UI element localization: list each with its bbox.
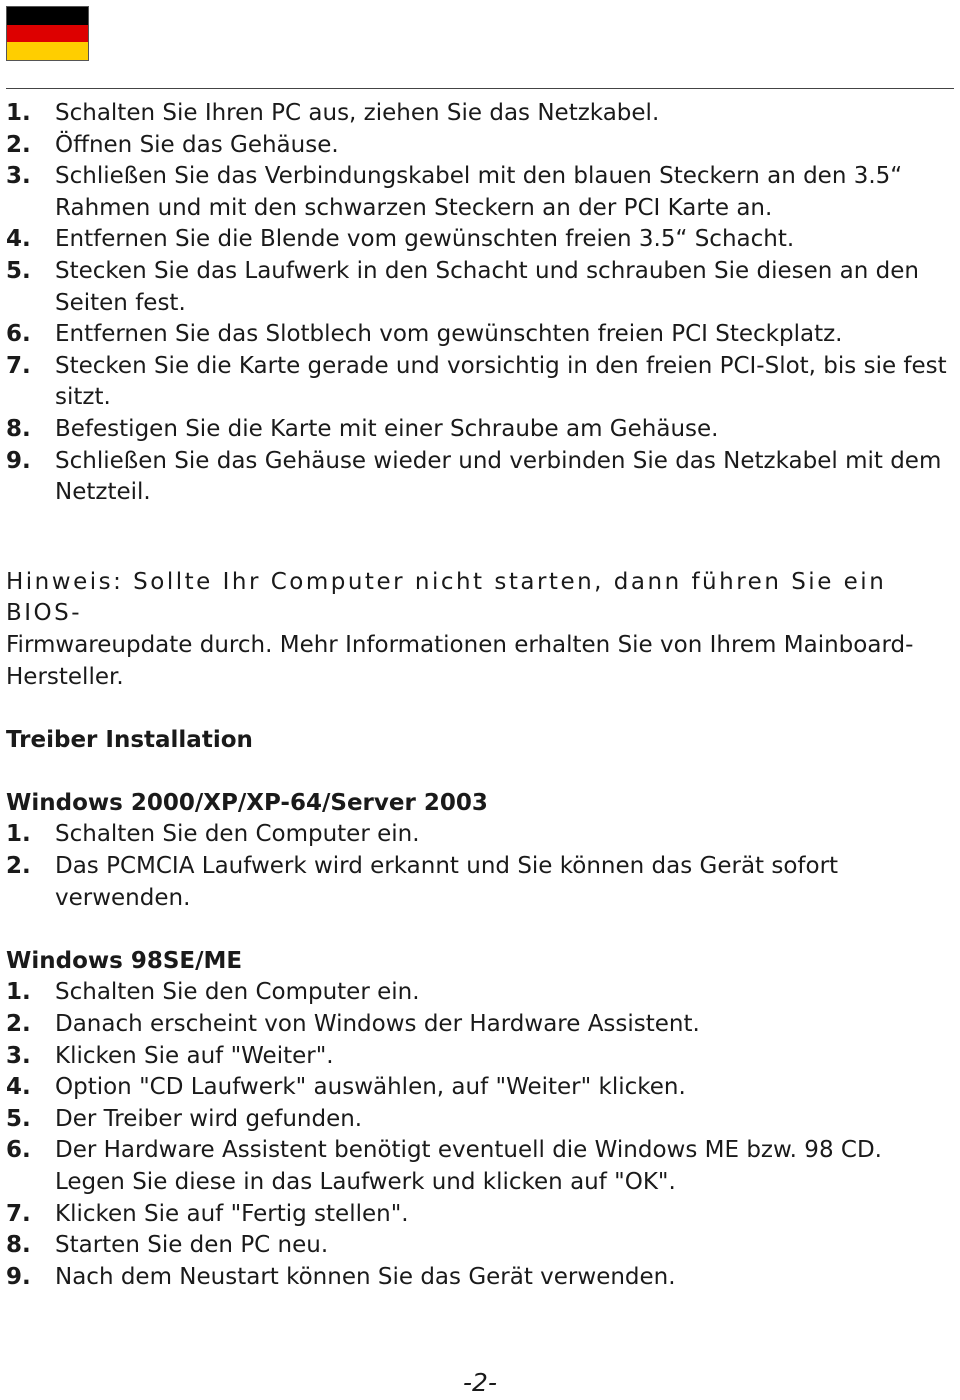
flag-stripe-black [7, 7, 88, 25]
flag-stripe-gold [7, 42, 88, 60]
windows-98-steps-list [6, 977, 954, 1293]
page-number: -2- [463, 1368, 497, 1397]
list-item: 6. Entfernen Sie das Slotblech vom gewünschten freien PCI Steckplatz. [6, 321, 843, 348]
flag-stripe-red [7, 25, 88, 43]
list-item: 7. Klicken Sie auf "Fertig stellen". [6, 1200, 409, 1227]
document-body [6, 98, 954, 1293]
header-divider [6, 88, 954, 89]
hint-note [6, 567, 954, 693]
list-item: 3. Klicken Sie auf "Weiter". [6, 1042, 334, 1069]
list-item: 5. Der Treiber wird gefunden. [6, 1105, 363, 1132]
list-item: 8. Starten Sie den PC neu. [6, 1232, 329, 1259]
german-flag-icon [6, 6, 89, 61]
list-item: 4. Option "CD Laufwerk" auswählen, auf "Weiter" klicken. [6, 1074, 686, 1101]
list-item: 1. Schalten Sie Ihren PC aus, ziehen Sie das Netzkabel. [6, 100, 660, 126]
list-item: 5. Stecken Sie das Laufwerk in den Schacht und schrauben Sie diesen an den Seiten fest. [6, 257, 919, 316]
list-item: 9. Schließen Sie das Gehäuse wieder und verbinden Sie das Netzkabel mit dem Netzteil. [6, 447, 942, 506]
list-item: 3. Schließen Sie das Verbindungskabel mit den blauen Steckern an den 3.5“ Rahmen und mit den schwarzen Steckern an der PCI Karte an. [6, 163, 903, 221]
windows-2000-heading: Windows 2000/XP/XP-64/Server 2003 [6, 789, 488, 816]
list-item: 1. Schalten Sie den Computer ein. [6, 979, 420, 1006]
windows-2000-steps-list [6, 819, 954, 914]
list-item: 2. Danach erscheint von Windows der Hardware Assistent. [6, 1011, 700, 1038]
windows-98-heading: Windows 98SE/ME [6, 947, 243, 974]
driver-installation-heading: Treiber Installation [6, 726, 253, 753]
list-item: 8. Befestigen Sie die Karte mit einer Schraube am Gehäuse. [6, 415, 719, 442]
list-item: 9. Nach dem Neustart können Sie das Gerät verwenden. [6, 1263, 676, 1290]
list-item: 7. Stecken Sie die Karte gerade und vorsichtig in den freien PCI-Slot, bis sie fest sitzt. [6, 352, 947, 411]
hardware-steps-list [6, 98, 954, 509]
list-item: 6. Der Hardware Assistent benötigt eventuell die Windows ME bzw. 98 CD. Legen Sie diese in das Laufwerk und klicken auf "OK". [6, 1137, 882, 1195]
list-item: 1. Schalten Sie den Computer ein. [6, 821, 420, 848]
hint-text: Firmwareupdate durch. Mehr Informationen erhalten Sie von Ihrem Mainboard-Hersteller. [6, 631, 914, 690]
list-item: 2. Öffnen Sie das Gehäuse. [6, 131, 339, 158]
list-item: 4. Entfernen Sie die Blende vom gewünschten freien 3.5“ Schacht. [6, 226, 795, 253]
list-item: 2. Das PCMCIA Laufwerk wird erkannt und Sie können das Gerät sofort verwenden. [6, 853, 839, 911]
hint-label: Hinweis: Sollte Ihr Computer nicht starten, dann führen Sie ein BIOS- [6, 568, 887, 627]
